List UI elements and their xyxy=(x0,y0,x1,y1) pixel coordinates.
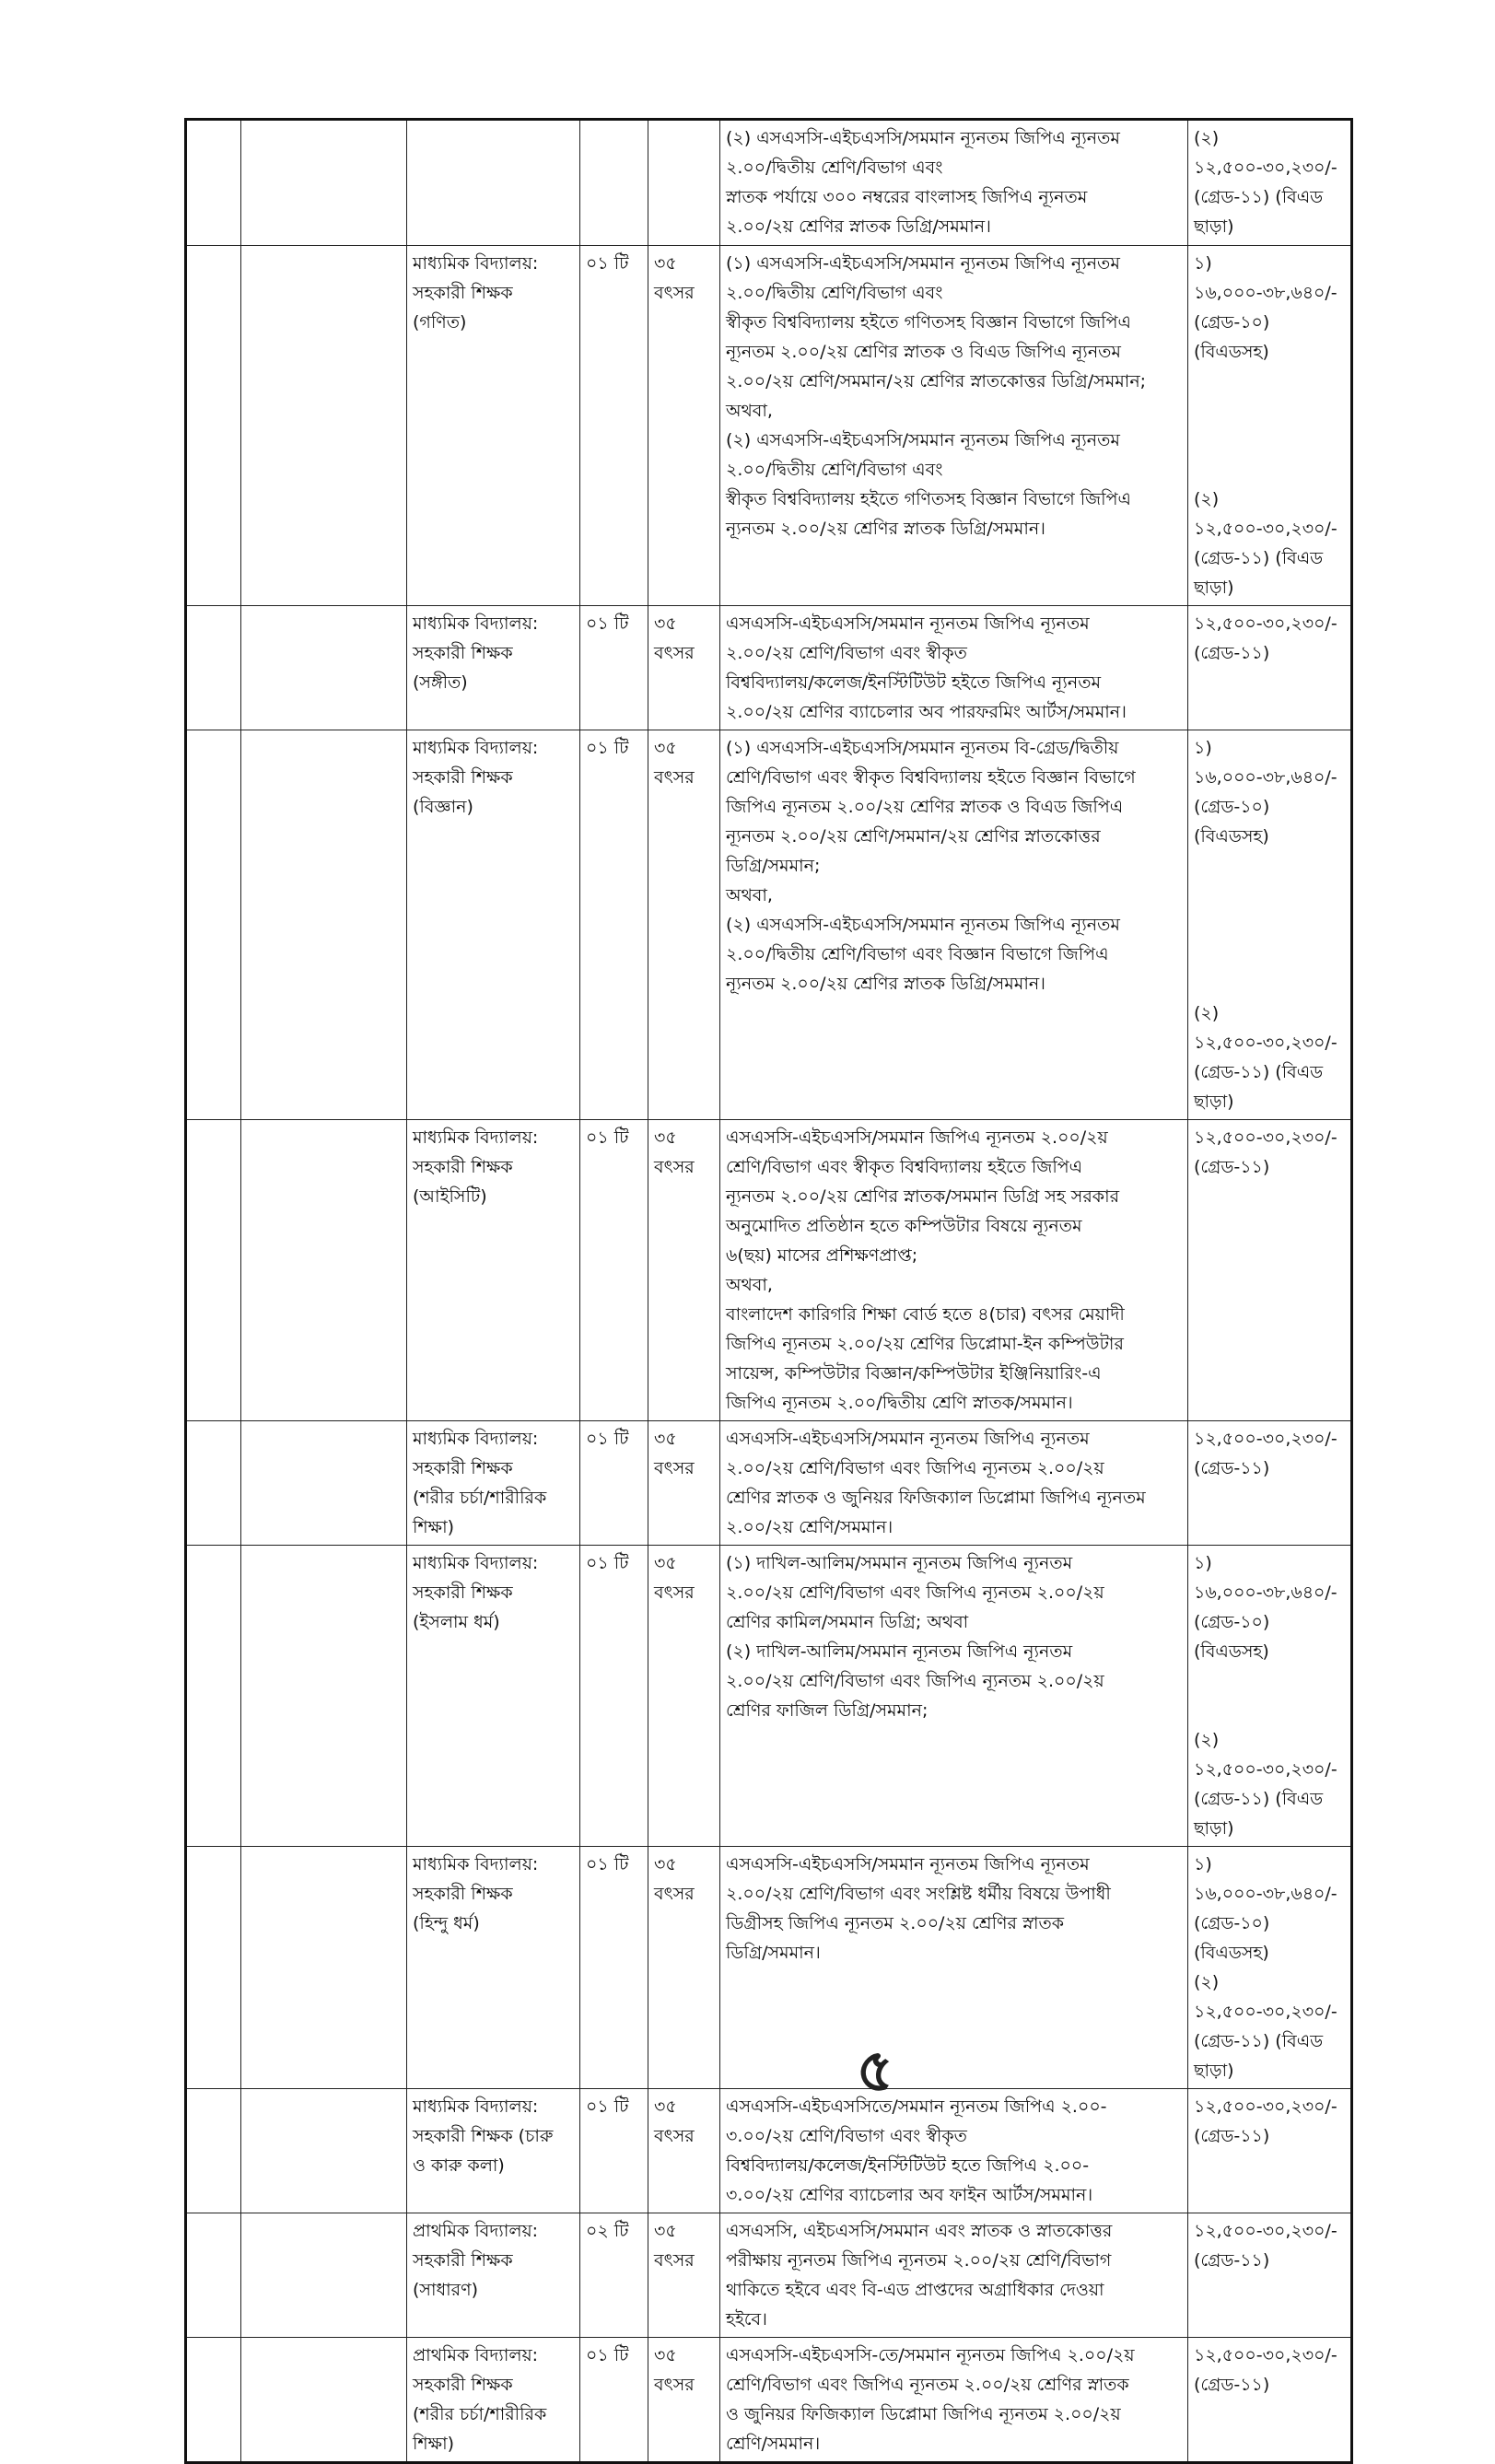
serial-cell xyxy=(186,1120,241,1421)
qual-line: ২.০০/দ্বিতীয় শ্রেণি/বিভাগ এবং xyxy=(726,158,943,178)
pay-line: ১) ১৬,০০০-৩৮,৬৪০/- xyxy=(1194,1854,1337,1904)
qual-line: ৬(ছয়) মাসের প্রশিক্ষণপ্রাপ্ত; xyxy=(726,1245,918,1266)
qual-line: শ্রেণির ফাজিল ডিগ্রি/সমমান; xyxy=(726,1700,929,1721)
pay-line: (গ্রেড-১১) (বিএড ছাড়া) xyxy=(1194,1789,1324,1839)
age-line: ৩৫ xyxy=(654,738,677,758)
post-line: মাধ্যমিক বিদ্যালয়: xyxy=(413,738,539,758)
pay-line: (২) ১২,৫০০-৩০,২৩০/- xyxy=(1194,1730,1337,1780)
qual-line: ন্যূনতম ২.০০/২য় শ্রেণির স্নাতক/সমমান ডিগ্রি সহ সরকার xyxy=(726,1186,1120,1207)
pay-line: ১) ১৬,০০০-৩৮,৬৪০/- xyxy=(1194,738,1337,788)
qual-line: জিপিএ ন্যূনতম ২.০০/দ্বিতীয় শ্রেণি স্নাতক/সমমান। xyxy=(726,1393,1073,1413)
qual-line: (১) এসএসসি-এইচএসসি/সমমান ন্যূনতম জিপিএ ন্যূনতম xyxy=(726,253,1120,274)
post-name-cell xyxy=(407,120,580,246)
post-count-cell xyxy=(580,246,648,606)
pay-line: ১২,৫০০-৩০,২৩০/- xyxy=(1194,2096,1337,2117)
age-line: ৩৫ xyxy=(654,613,677,634)
qual-line: ২.০০/২য় শ্রেণি/সমমান/২য় শ্রেণির স্নাতকোত্তর ডিগ্রি/সমমান; xyxy=(726,371,1147,391)
post-count: ০১ টি xyxy=(586,1127,629,1148)
age-limit-cell xyxy=(648,120,720,246)
qual-line: অথবা, xyxy=(726,401,773,421)
pay-scale-cell xyxy=(1188,2089,1352,2213)
post-count-cell xyxy=(580,2089,648,2213)
pay-line: (গ্রেড-১১) xyxy=(1194,643,1270,663)
qual-line: (২) দাখিল-আলিম/সমমান ন্যূনতম জিপিএ ন্যূনতম xyxy=(726,1641,1073,1662)
age-line: বৎসর xyxy=(654,2250,695,2271)
post-name-cell xyxy=(407,2089,580,2213)
pay-line: ১২,৫০০-৩০,২৩০/- xyxy=(1194,2345,1337,2365)
pay-line: ১২,৫০০-৩০,২৩০/- xyxy=(1194,1429,1337,1449)
qual-line: ন্যূনতম ২.০০/২য় শ্রেণির স্নাতক ডিগ্রি/সমমান। xyxy=(726,974,1045,994)
post-line: সহকারী শিক্ষক xyxy=(413,2375,513,2395)
qual-line: এসএসসি-এইচএসসিতে/সমমান ন্যূনতম জিপিএ ২.০০- xyxy=(726,2096,1107,2117)
unit-cell xyxy=(241,2089,407,2213)
qual-line: শ্রেণির কামিল/সমমান ডিগ্রি; অথবা xyxy=(726,1612,969,1632)
qual-line: ন্যূনতম ২.০০/২য় শ্রেণি/সমমান/২য় শ্রেণির স্নাতকোত্তর xyxy=(726,826,1101,847)
pay-line: (গ্রেড-১১) xyxy=(1194,1157,1270,1177)
unit-cell xyxy=(241,120,407,246)
qualification-cell xyxy=(720,246,1188,606)
pay-scale-cell xyxy=(1188,606,1352,730)
pay-line: (২) ১২,৫০০-৩০,২৩০/- xyxy=(1194,128,1337,178)
serial-cell xyxy=(186,2338,241,2463)
post-line: (ইসলাম ধর্ম) xyxy=(413,1612,500,1632)
pay-line: ১২,৫০০-৩০,২৩০/- xyxy=(1194,613,1337,634)
post-line: সহকারী শিক্ষক (চারু xyxy=(413,2126,554,2146)
post-count-cell xyxy=(580,120,648,246)
post-name-cell xyxy=(407,1847,580,2089)
table-row xyxy=(186,730,1352,1120)
qual-line: ৩.০০/২য় শ্রেণি/বিভাগ এবং স্বীকৃত xyxy=(726,2126,967,2146)
qual-line: স্নাতক পর্যায়ে ৩০০ নম্বরের বাংলাসহ জিপিএ ন্যূনতম xyxy=(726,187,1088,207)
unit-cell xyxy=(241,246,407,606)
pay-scale-cell xyxy=(1188,730,1352,1120)
post-line: সহকারী শিক্ষক xyxy=(413,767,513,788)
post-line: (আইসিটি) xyxy=(413,1186,487,1207)
post-line: (সাধারণ) xyxy=(413,2280,478,2300)
qual-line: অথবা, xyxy=(726,1275,773,1295)
age-limit-cell xyxy=(648,2213,720,2338)
post-name-cell xyxy=(407,606,580,730)
pay-line: ১২,৫০০-৩০,২৩০/- xyxy=(1194,1127,1337,1148)
qual-line: ২.০০/২য় শ্রেণি/সমমান। xyxy=(726,1517,893,1537)
pay-line: (গ্রেড-১১) (বিএড ছাড়া) xyxy=(1194,2031,1324,2081)
age-line: বৎসর xyxy=(654,643,695,663)
table-row xyxy=(186,2213,1352,2338)
qual-line: (২) এসএসসি-এইচএসসি/সমমান ন্যূনতম জিপিএ ন্যূনতম xyxy=(726,430,1120,450)
qual-line: ২.০০/২য় শ্রেণি/বিভাগ এবং জিপিএ ন্যূনতম ২.০০/২য় xyxy=(726,1671,1104,1691)
post-count: ০১ টি xyxy=(586,738,629,758)
qual-line: অথবা, xyxy=(726,885,773,905)
post-line: (শরীর চর্চা/শারীরিক xyxy=(413,2404,547,2424)
qual-line: (১) দাখিল-আলিম/সমমান ন্যূনতম জিপিএ ন্যূনতম xyxy=(726,1553,1073,1573)
serial-cell xyxy=(186,606,241,730)
table-row xyxy=(186,1546,1352,1847)
qual-line: থাকিতে হইবে এবং বি-এড প্রাপ্তদের অগ্রাধিকার দেওয়া xyxy=(726,2280,1104,2300)
qual-line: ডিগ্রীসহ জিপিএ ন্যূনতম ২.০০/২য় শ্রেণির স্নাতক xyxy=(726,1913,1065,1933)
qual-line: ২.০০/দ্বিতীয় শ্রেণি/বিভাগ এবং xyxy=(726,460,943,480)
pay-line: (গ্রেড-১০) (বিএডসহ) xyxy=(1194,1612,1270,1662)
pay-line xyxy=(1194,969,1345,998)
pay-scale-cell xyxy=(1188,1546,1352,1847)
pay-line: ১) ১৬,০০০-৩৮,৬৪০/- xyxy=(1194,1553,1337,1603)
qualification-cell xyxy=(720,1847,1188,2089)
post-line: শিক্ষা) xyxy=(413,1517,454,1537)
age-limit-cell xyxy=(648,1120,720,1421)
table-row xyxy=(186,1421,1352,1546)
serial-cell xyxy=(186,1546,241,1847)
table-row xyxy=(186,120,1352,246)
serial-cell xyxy=(186,2089,241,2213)
post-line: সহকারী শিক্ষক xyxy=(413,283,513,303)
age-line: ৩৫ xyxy=(654,2221,677,2241)
post-count-cell xyxy=(580,1120,648,1421)
post-name-cell xyxy=(407,1546,580,1847)
unit-cell xyxy=(241,1546,407,1847)
serial-cell xyxy=(186,120,241,246)
post-line: (সঙ্গীত) xyxy=(413,672,468,693)
age-limit-cell xyxy=(648,730,720,1120)
qual-line: এসএসসি-এইচএসসি-তে/সমমান ন্যূনতম জিপিএ ২.০০/২য় xyxy=(726,2345,1135,2365)
qual-line: ২.০০/২য় শ্রেণি/বিভাগ এবং সংশ্লিষ্ট ধর্মীয় বিষয়ে উপাধী xyxy=(726,1884,1111,1904)
post-count: ০১ টি xyxy=(586,2096,629,2117)
pay-line xyxy=(1194,426,1345,455)
table-row xyxy=(186,2089,1352,2213)
table-row xyxy=(186,606,1352,730)
qual-line: শ্রেণির স্নাতক ও জুনিয়র ফিজিক্যাল ডিপ্লোমা জিপিএ ন্যূনতম xyxy=(726,1488,1146,1508)
age-line: বৎসর xyxy=(654,1884,695,1904)
qual-line: ২.০০/২য় শ্রেণি/বিভাগ এবং জিপিএ ন্যূনতম ২.০০/২য় xyxy=(726,1582,1104,1603)
post-line: সহকারী শিক্ষক xyxy=(413,1884,513,1904)
qual-line: (২) এসএসসি-এইচএসসি/সমমান ন্যূনতম জিপিএ ন্যূনতম xyxy=(726,128,1120,148)
pay-line: ১২,৫০০-৩০,২৩০/- xyxy=(1194,2221,1337,2241)
qual-line: (১) এসএসসি-এইচএসসি/সমমান ন্যূনতম বি-গ্রেড/দ্বিতীয় xyxy=(726,738,1119,758)
post-line: সহকারী শিক্ষক xyxy=(413,2250,513,2271)
unit-cell xyxy=(241,1421,407,1546)
post-line: মাধ্যমিক বিদ্যালয়: xyxy=(413,1553,539,1573)
pay-line: (গ্রেড-১১) xyxy=(1194,2126,1270,2146)
unit-cell xyxy=(241,1847,407,2089)
age-limit-cell xyxy=(648,246,720,606)
pay-line: (গ্রেড-১০) (বিএডসহ) xyxy=(1194,1913,1270,1963)
post-name-cell xyxy=(407,2213,580,2338)
age-line: বৎসর xyxy=(654,767,695,788)
qual-line: অনুমোদিত প্রতিষ্ঠান হতে কম্পিউটার বিষয়ে ন্যূনতম xyxy=(726,1216,1082,1236)
pay-scale-cell xyxy=(1188,2338,1352,2463)
pay-line: ১) ১৬,০০০-৩৮,৬৪০/- xyxy=(1194,253,1337,303)
age-line: ৩৫ xyxy=(654,1854,677,1874)
qual-line: বাংলাদেশ কারিগরি শিক্ষা বোর্ড হতে ৪(চার) বৎসর মেয়াদী xyxy=(726,1304,1125,1325)
pay-scale-cell xyxy=(1188,1120,1352,1421)
post-line: মাধ্যমিক বিদ্যালয়: xyxy=(413,613,539,634)
post-line: প্রাথমিক বিদ্যালয়: xyxy=(413,2221,539,2241)
pay-line: (গ্রেড-১০) (বিএডসহ) xyxy=(1194,312,1270,362)
post-line: সহকারী শিক্ষক xyxy=(413,643,513,663)
qual-line: স্বীকৃত বিশ্ববিদ্যালয় হইতে গণিতসহ বিজ্ঞান বিভাগে জিপিএ xyxy=(726,312,1131,333)
qual-line: ডিগ্রি/সমমান; xyxy=(726,856,821,876)
qual-line: ২.০০/দ্বিতীয় শ্রেণি/বিভাগ এবং বিজ্ঞান বিভাগে জিপিএ xyxy=(726,944,1109,964)
qual-line: বিশ্ববিদ্যালয়/কলেজ/ইনস্টিটিউট হতে জিপিএ ২.০০- xyxy=(726,2155,1090,2176)
pay-line: (গ্রেড-১১) xyxy=(1194,2375,1270,2395)
post-line: (বিজ্ঞান) xyxy=(413,797,473,817)
pay-scale-cell xyxy=(1188,1421,1352,1546)
age-limit-cell xyxy=(648,1421,720,1546)
table-row xyxy=(186,2338,1352,2463)
pay-line xyxy=(1194,1666,1345,1696)
qual-line: শ্রেণি/সমমান। xyxy=(726,2434,821,2454)
qual-line: ন্যূনতম ২.০০/২য় শ্রেণির স্নাতক ডিগ্রি/সমমান। xyxy=(726,519,1045,539)
pay-line: (গ্রেড-১১) (বিএড ছাড়া) xyxy=(1194,187,1324,237)
age-line: বৎসর xyxy=(654,1582,695,1603)
post-count: ০১ টি xyxy=(586,1429,629,1449)
post-count-cell xyxy=(580,2213,648,2338)
qual-line: ও জুনিয়র ফিজিক্যাল ডিপ্লোমা জিপিএ ন্যূনতম ২.০০/২য় xyxy=(726,2404,1121,2424)
serial-cell xyxy=(186,1421,241,1546)
post-line: শিক্ষা) xyxy=(413,2434,454,2454)
post-count: ০১ টি xyxy=(586,2345,629,2365)
age-line: ৩৫ xyxy=(654,1127,677,1148)
age-line: বৎসর xyxy=(654,1157,695,1177)
pay-line: (গ্রেড-১১) xyxy=(1194,2250,1270,2271)
post-line: মাধ্যমিক বিদ্যালয়: xyxy=(413,253,539,274)
qualification-cell xyxy=(720,1546,1188,1847)
post-line: (শরীর চর্চা/শারীরিক xyxy=(413,1488,547,1508)
pay-line: (গ্রেড-১১) (বিএড ছাড়া) xyxy=(1194,548,1324,598)
post-name-cell xyxy=(407,2338,580,2463)
age-line: ৩৫ xyxy=(654,1429,677,1449)
post-name-cell xyxy=(407,1421,580,1546)
post-count-cell xyxy=(580,1421,648,1546)
age-line: বৎসর xyxy=(654,2126,695,2146)
unit-cell xyxy=(241,730,407,1120)
qual-line: বিশ্ববিদ্যালয়/কলেজ/ইনস্টিটিউট হইতে জিপিএ ন্যূনতম xyxy=(726,672,1102,693)
pay-line: (গ্রেড-১১) xyxy=(1194,1458,1270,1478)
post-count: ০২ টি xyxy=(586,2221,629,2241)
qualification-cell xyxy=(720,2089,1188,2213)
unit-cell xyxy=(241,1120,407,1421)
age-limit-cell xyxy=(648,1847,720,2089)
qual-line: এসএসসি-এইচএসসি/সমমান ন্যূনতম জিপিএ ন্যূনতম xyxy=(726,1429,1090,1449)
qual-line: ২.০০/দ্বিতীয় শ্রেণি/বিভাগ এবং xyxy=(726,283,943,303)
qualification-cell xyxy=(720,120,1188,246)
qual-line: (২) এসএসসি-এইচএসসি/সমমান ন্যূনতম জিপিএ ন্যূনতম xyxy=(726,915,1120,935)
pay-line xyxy=(1194,881,1345,910)
table-row xyxy=(186,1847,1352,2089)
post-count-cell xyxy=(580,606,648,730)
qual-line: এসএসসি-এইচএসসি/সমমান জিপিএ ন্যূনতম ২.০০/২য় xyxy=(726,1127,1108,1148)
age-line: বৎসর xyxy=(654,283,695,303)
qual-line: শ্রেণি/বিভাগ এবং স্বীকৃত বিশ্ববিদ্যালয় হইতে বিজ্ঞান বিভাগে xyxy=(726,767,1136,788)
post-name-cell xyxy=(407,1120,580,1421)
qual-line: ২.০০/২য় শ্রেণির ব্যাচেলার অব পারফরমিং আর্টস/সমমান। xyxy=(726,702,1127,722)
post-count-cell xyxy=(580,730,648,1120)
qualification-cell xyxy=(720,730,1188,1120)
post-count: ০১ টি xyxy=(586,1854,629,1874)
pay-scale-cell xyxy=(1188,2213,1352,2338)
serial-cell xyxy=(186,1847,241,2089)
pay-line xyxy=(1194,367,1345,396)
age-line: ৩৫ xyxy=(654,253,677,274)
qual-line: ন্যূনতম ২.০০/২য় শ্রেণির স্নাতক ও বিএড জিপিএ ন্যূনতম xyxy=(726,342,1121,362)
pay-line: (গ্রেড-১১) (বিএড ছাড়া) xyxy=(1194,1062,1324,1112)
recruitment-table xyxy=(184,118,1353,2464)
qual-line: ২.০০/২য় শ্রেণি/বিভাগ এবং জিপিএ ন্যূনতম ২.০০/২য় xyxy=(726,1458,1104,1478)
qual-line: ডিগ্রি/সমমান। xyxy=(726,1943,821,1963)
post-count-cell xyxy=(580,1546,648,1847)
qualification-cell xyxy=(720,1120,1188,1421)
post-line: মাধ্যমিক বিদ্যালয়: xyxy=(413,1127,539,1148)
qual-line: শ্রেণি/বিভাগ এবং স্বীকৃত বিশ্ববিদ্যালয় হইতে জিপিএ xyxy=(726,1157,1083,1177)
qualification-cell xyxy=(720,606,1188,730)
qual-line: ২.০০/২য় শ্রেণি/বিভাগ এবং স্বীকৃত xyxy=(726,643,967,663)
post-line: (গণিত) xyxy=(413,312,467,333)
unit-cell xyxy=(241,2338,407,2463)
age-line: ৩৫ xyxy=(654,2345,677,2365)
unit-cell xyxy=(241,606,407,730)
age-line: বৎসর xyxy=(654,1458,695,1478)
serial-cell xyxy=(186,246,241,606)
age-limit-cell xyxy=(648,2338,720,2463)
qual-line: শ্রেণি/বিভাগ এবং জিপিএ ন্যূনতম ২.০০/২য় শ্রেণির স্নাতক xyxy=(726,2375,1129,2395)
serial-cell xyxy=(186,2213,241,2338)
qualification-cell xyxy=(720,1421,1188,1546)
post-line: মাধ্যমিক বিদ্যালয়: xyxy=(413,1854,539,1874)
page-number: ৫ xyxy=(851,2034,899,2108)
pay-line xyxy=(1194,455,1345,485)
post-count-cell xyxy=(580,1847,648,2089)
pay-line xyxy=(1194,851,1345,881)
age-limit-cell xyxy=(648,1546,720,1847)
serial-cell xyxy=(186,730,241,1120)
pay-line xyxy=(1194,910,1345,940)
qual-line: এসএসসি, এইচএসসি/সমমান এবং স্নাতক ও স্নাতকোত্তর xyxy=(726,2221,1113,2241)
pay-line xyxy=(1194,940,1345,969)
qual-line: হইবে। xyxy=(726,2309,767,2330)
post-count: ০১ টি xyxy=(586,253,629,274)
age-line: ৩৫ xyxy=(654,2096,677,2117)
qual-line: সায়েন্স, কম্পিউটার বিজ্ঞান/কম্পিউটার ইঞ্জিনিয়ারিং-এ xyxy=(726,1363,1102,1384)
post-line: সহকারী শিক্ষক xyxy=(413,1582,513,1603)
age-limit-cell xyxy=(648,2089,720,2213)
qual-line: জিপিএ ন্যূনতম ২.০০/২য় শ্রেণির ডিপ্লোমা-ইন কম্পিউটার xyxy=(726,1334,1124,1354)
post-line: সহকারী শিক্ষক xyxy=(413,1458,513,1478)
pay-scale-cell xyxy=(1188,246,1352,606)
post-name-cell xyxy=(407,246,580,606)
post-count: ০১ টি xyxy=(586,613,629,634)
qual-line: ২.০০/২য় শ্রেণির স্নাতক ডিগ্রি/সমমান। xyxy=(726,216,991,237)
age-limit-cell xyxy=(648,606,720,730)
pay-line: (গ্রেড-১০) (বিএডসহ) xyxy=(1194,797,1270,847)
pay-scale-cell xyxy=(1188,1847,1352,2089)
post-line: প্রাথমিক বিদ্যালয়: xyxy=(413,2345,539,2365)
unit-cell xyxy=(241,2213,407,2338)
qual-line: পরীক্ষায় ন্যূনতম জিপিএ ন্যূনতম ২.০০/২য় শ্রেণি/বিভাগ xyxy=(726,2250,1112,2271)
pay-line xyxy=(1194,396,1345,426)
qualification-cell xyxy=(720,2338,1188,2463)
qual-line: জিপিএ ন্যূনতম ২.০০/২য় শ্রেণির স্নাতক ও বিএড জিপিএ xyxy=(726,797,1124,817)
qual-line: এসএসসি-এইচএসসি/সমমান ন্যূনতম জিপিএ ন্যূনতম xyxy=(726,1854,1090,1874)
age-line: বৎসর xyxy=(654,2375,695,2395)
post-line: (হিন্দু ধর্ম) xyxy=(413,1913,480,1933)
table-row xyxy=(186,1120,1352,1421)
post-line: মাধ্যমিক বিদ্যালয়: xyxy=(413,2096,539,2117)
table-row xyxy=(186,246,1352,606)
pay-line xyxy=(1194,1696,1345,1725)
qual-line: ৩.০০/২য় শ্রেণির ব্যাচেলার অব ফাইন আর্টস/সমমান। xyxy=(726,2185,1093,2205)
post-line: সহকারী শিক্ষক xyxy=(413,1157,513,1177)
pay-line: (২) ১২,৫০০-৩০,২৩০/- xyxy=(1194,1972,1337,2022)
post-line: মাধ্যমিক বিদ্যালয়: xyxy=(413,1429,539,1449)
age-line: ৩৫ xyxy=(654,1553,677,1573)
post-name-cell xyxy=(407,730,580,1120)
qual-line: এসএসসি-এইচএসসি/সমমান ন্যূনতম জিপিএ ন্যূনতম xyxy=(726,613,1090,634)
pay-line: (২) ১২,৫০০-৩০,২৩০/- xyxy=(1194,489,1337,539)
pay-scale-cell xyxy=(1188,120,1352,246)
pay-line: (২) ১২,৫০০-৩০,২৩০/- xyxy=(1194,1003,1337,1053)
qualification-cell xyxy=(720,2213,1188,2338)
table-body xyxy=(186,120,1352,2463)
qual-line: স্বীকৃত বিশ্ববিদ্যালয় হইতে গণিতসহ বিজ্ঞান বিভাগে জিপিএ xyxy=(726,489,1131,509)
post-count: ০১ টি xyxy=(586,1553,629,1573)
post-line: ও কারু কলা) xyxy=(413,2155,505,2176)
post-count-cell xyxy=(580,2338,648,2463)
